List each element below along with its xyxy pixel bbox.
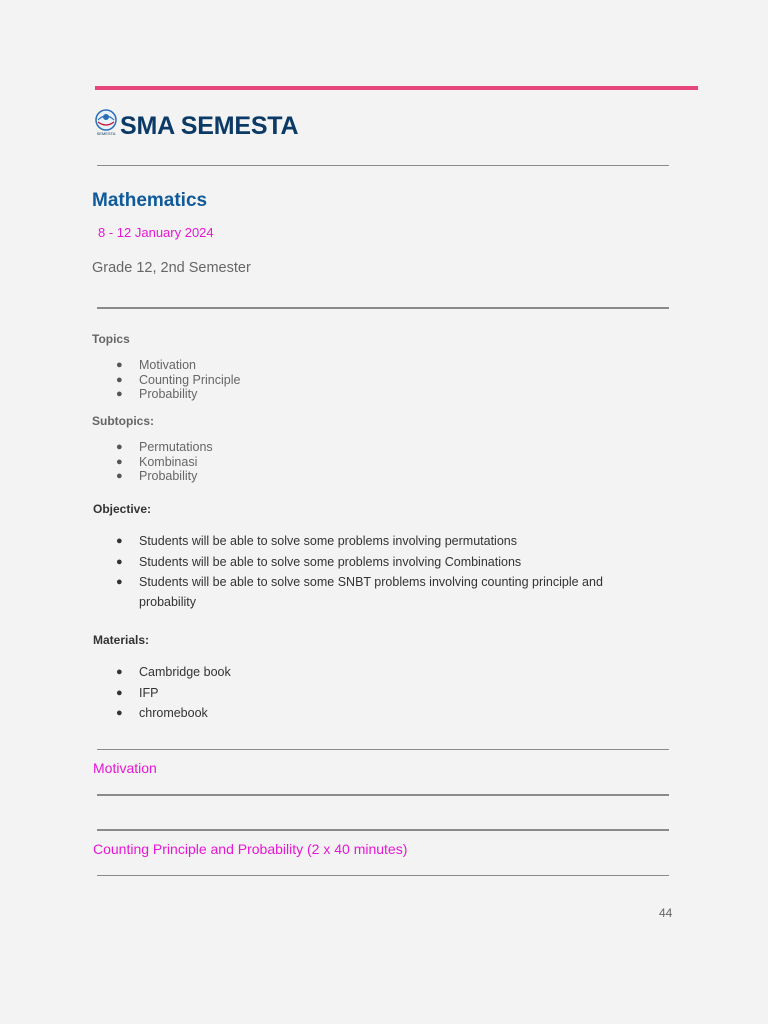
bullet-icon: ● bbox=[116, 686, 123, 699]
materials-label: Materials: bbox=[93, 633, 150, 647]
bullet-icon: ● bbox=[116, 388, 123, 400]
subtopics-list bbox=[92, 440, 213, 484]
divider bbox=[97, 875, 669, 876]
divider bbox=[97, 749, 669, 750]
divider bbox=[97, 829, 669, 831]
bullet-icon: ● bbox=[116, 576, 123, 588]
list-item: ● Probability bbox=[116, 469, 198, 483]
bullet-icon: ● bbox=[116, 470, 123, 482]
bullet-icon: ● bbox=[116, 666, 123, 678]
list-item: ● Cambridge book bbox=[92, 662, 231, 682]
list-item: ● Students will be able to solve some problems involving permutations bbox=[92, 531, 632, 551]
subject-title: Mathematics bbox=[92, 190, 208, 211]
bullet-icon: ● bbox=[116, 373, 123, 386]
page-number: 44 bbox=[659, 906, 673, 920]
school-logo bbox=[92, 108, 120, 136]
topics-list bbox=[92, 358, 240, 402]
list-item: ● Counting Principle bbox=[116, 372, 241, 387]
list-item: ● Kombinasi bbox=[116, 454, 198, 469]
list-item: ● Probability bbox=[116, 387, 198, 401]
divider bbox=[97, 307, 669, 309]
header-accent-bar bbox=[95, 86, 698, 90]
list-item: ● Permutations bbox=[116, 440, 213, 454]
svg-text:SEMESTA: SEMESTA bbox=[96, 131, 116, 136]
bullet-icon: ● bbox=[116, 707, 123, 719]
objective-label: Objective: bbox=[93, 502, 152, 516]
materials-list bbox=[92, 662, 231, 724]
bullet-icon: ● bbox=[116, 359, 123, 371]
section-heading-motivation: Motivation bbox=[93, 760, 157, 776]
bullet-icon: ● bbox=[116, 455, 123, 468]
objective-list bbox=[92, 531, 632, 613]
bullet-icon: ● bbox=[116, 441, 123, 453]
divider bbox=[97, 794, 669, 796]
date-range: 8 - 12 January 2024 bbox=[98, 225, 214, 240]
list-item: ● Motivation bbox=[116, 358, 196, 372]
list-item: ● Students will be able to solve some SNBT problems involving counting principle and probability bbox=[92, 572, 632, 612]
bullet-icon: ● bbox=[116, 535, 123, 547]
school-name: SMA SEMESTA bbox=[120, 112, 299, 140]
grade-semester: Grade 12, 2nd Semester bbox=[92, 260, 251, 276]
section-heading-counting: Counting Principle and Probability (2 x 40 minutes) bbox=[93, 841, 408, 857]
topics-label: Topics bbox=[92, 332, 130, 346]
list-item: ● Students will be able to solve some problems involving Combinations bbox=[92, 552, 632, 572]
bullet-icon: ● bbox=[116, 555, 123, 568]
subtopics-label: Subtopics: bbox=[92, 414, 154, 428]
list-item: ● IFP bbox=[92, 683, 231, 703]
list-item: ● chromebook bbox=[92, 703, 231, 723]
divider bbox=[97, 165, 669, 166]
